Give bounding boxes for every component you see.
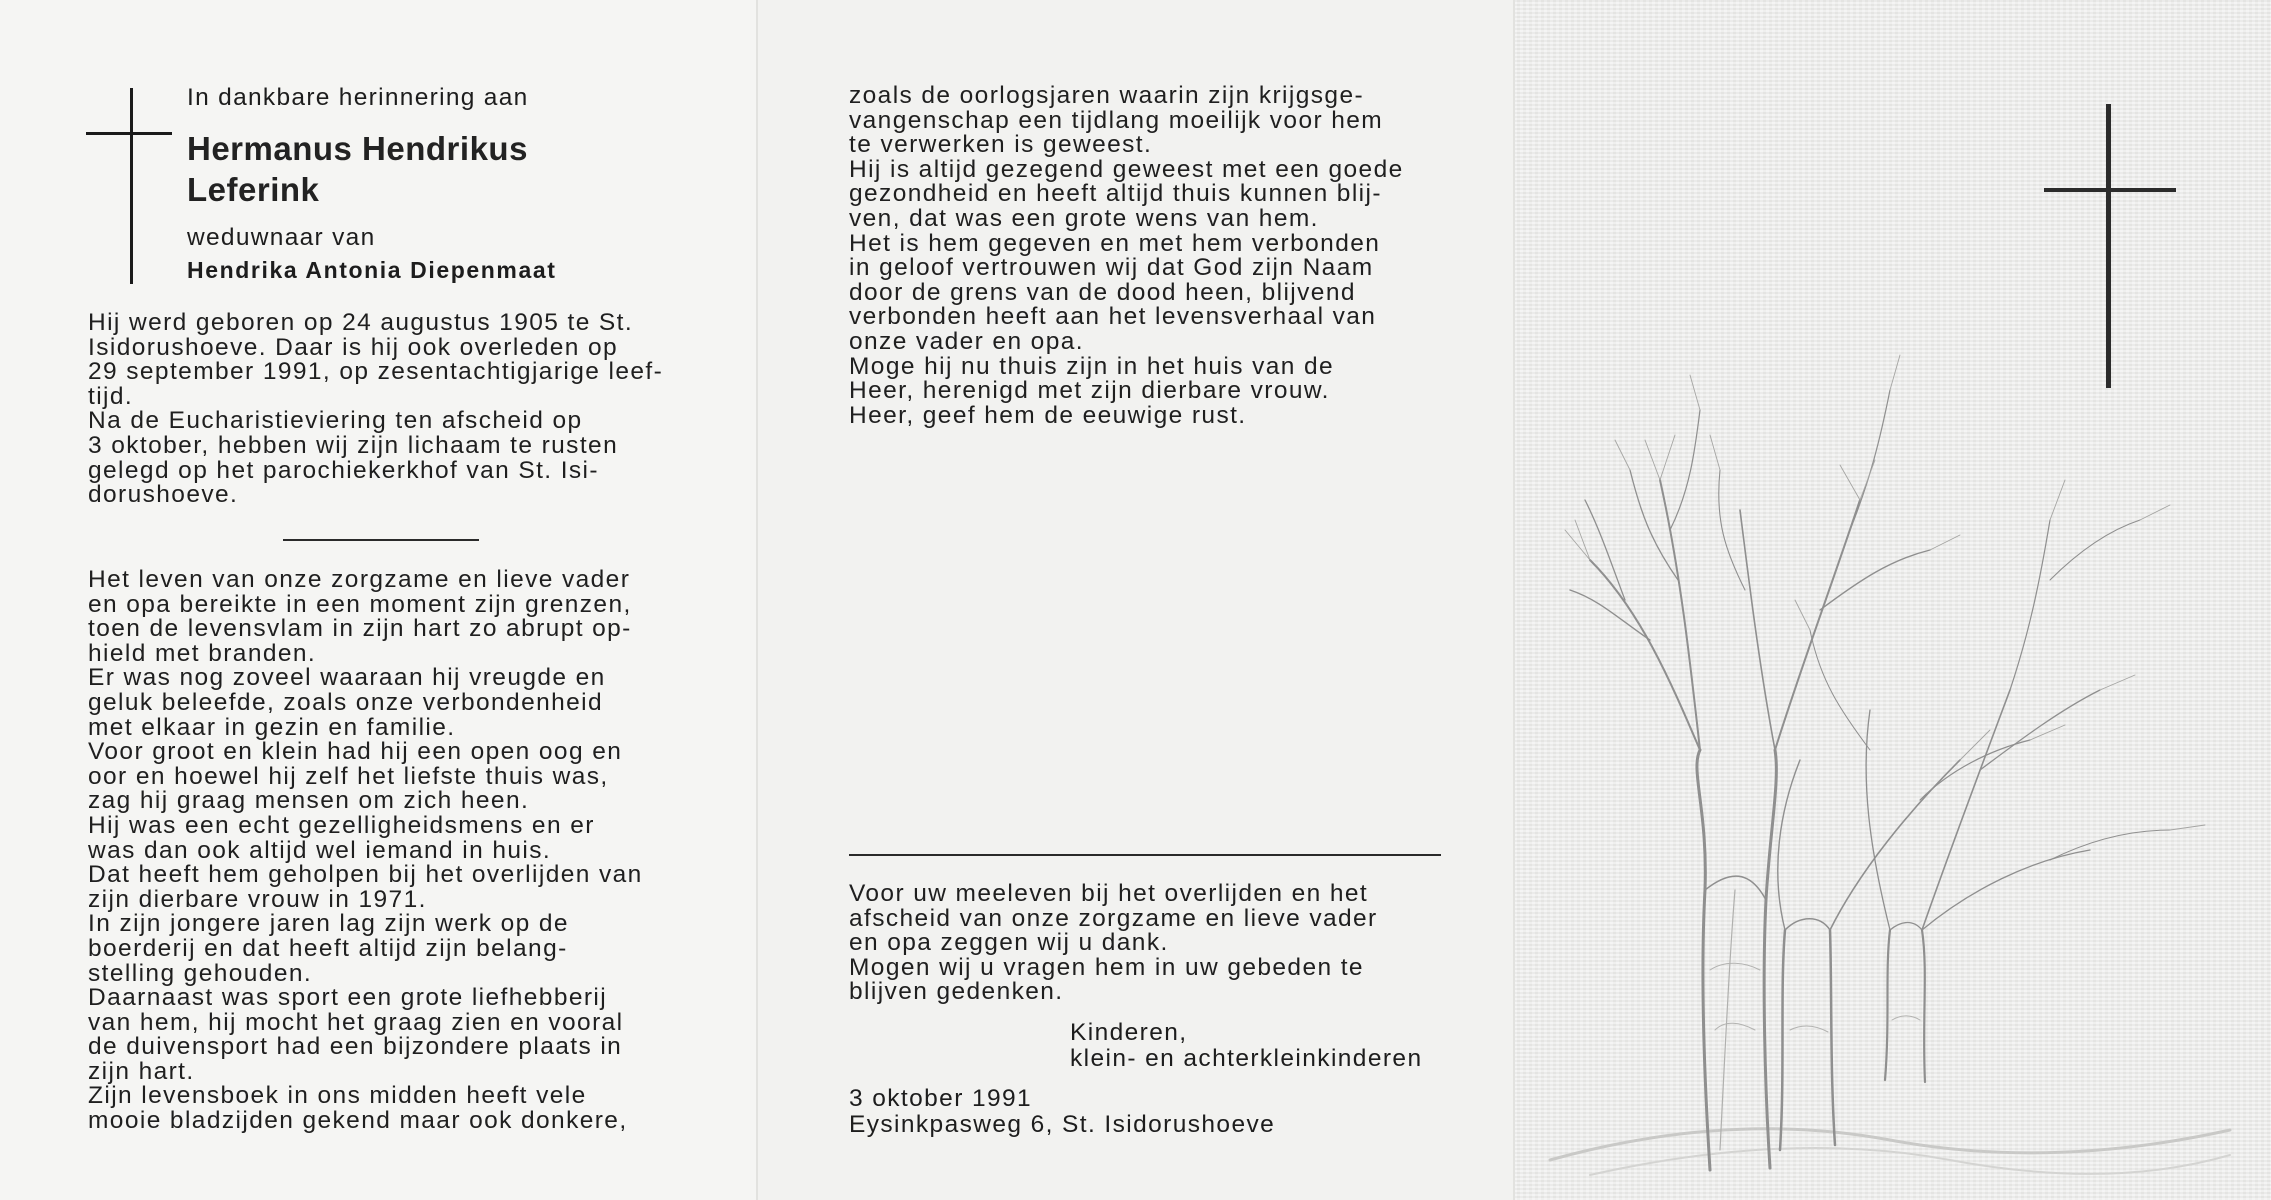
continued-line: zoals de oorlogsjaren waarin zijn krijgsge- [849,82,1365,109]
continued-line: Het is hem gegeven en met hem verbonden [849,229,1381,257]
continued-line: Hij is altijd gezegend geweest met een goede [849,155,1404,183]
divider [849,854,1441,856]
fold-line [1513,0,1515,1200]
life-line: Daarnaast was sport een grote liefhebberij [88,984,608,1012]
life-line: oor en hoewel hij zelf het liefste thuis was, [88,762,609,790]
life-line: en opa bereikte in een moment zijn grenzen, [88,590,632,618]
life-line: de duivensport had een bijzondere plaats in [88,1033,623,1061]
continued-line: in geloof vertrouwen wij dat God zijn Naam [849,254,1374,282]
continued-line: verbonden heeft aan het levensverhaal van [849,303,1377,331]
life-line: Zijn levensboek in ons midden heeft vele [88,1082,587,1110]
widow-label: weduwnaar van [187,224,376,251]
life-line: toen de levensvlam in zijn hart zo abrupt op- [88,615,632,643]
footer-address: Eysinkpasweg 6, St. Isidorushoeve [849,1111,1276,1138]
continued-line: Heer, geef hem de eeuwige rust. [849,401,1247,429]
bio-line: dorushoeve. [88,481,239,509]
footer-date: 3 oktober 1991 [849,1085,1033,1112]
cross-icon [130,88,133,284]
divider [283,539,479,541]
thanks-line: Voor uw meeleven bij het overlijden en het [849,880,1369,907]
life-text [88,568,688,1134]
life-line: zag hij graag mensen om zich heen. [88,787,530,815]
life-line: geluk beleefde, zoals onze verbondenheid [88,688,604,716]
life-line: zijn dierbare vrouw in 1971. [88,885,427,913]
continued-line: ven, dat was een grote wens van hem. [849,204,1319,232]
bio-line: 3 oktober, hebben wij zijn lichaam te rusten [88,431,619,459]
life-line: boerderij en dat heeft altijd zijn belang- [88,934,568,962]
bio-line: gelegd op het parochiekerkhof van St. Isi- [88,456,599,484]
deceased-name [187,128,528,210]
life-line: van hem, hij mocht het graag zien en vooral [88,1008,624,1036]
life-line: Er was nog zoveel waaraan hij vreugde en [88,664,606,692]
bio-paragraph [88,311,688,508]
life-line: stelling gehouden. [88,959,313,987]
signoff-line: klein- en achterkleinkinderen [1070,1045,1423,1072]
signoff [1070,1020,1422,1072]
continued-line: onze vader en opa. [849,327,1084,355]
life-line: zijn hart. [88,1057,195,1085]
thanks-line: en opa zeggen wij u dank. [849,929,1169,957]
name-line: Leferink [187,171,320,208]
life-line: Hij was een echt gezelligheidsmens en er [88,811,595,839]
bio-line: 29 september 1991, op zesentachtigjarige leef- [88,358,664,386]
spouse-name: Hendrika Antonia Diepenmaat [187,257,557,283]
life-line: Voor groot en klein had hij een open oog en [88,738,623,766]
tree-drawing-icon [1530,330,2250,1190]
life-line: met elkaar in gezin en familie. [88,713,456,741]
life-line: hield met branden. [88,639,317,667]
continued-line: te verwerken is geweest. [849,131,1153,159]
bio-line: tijd. [88,382,134,410]
life-line: was dan ook altijd wel iemand in huis. [88,836,552,864]
cross-icon [86,132,172,135]
thanks-text [849,882,1449,1005]
continued-line: Moge hij nu thuis zijn in het huis van de [849,352,1335,380]
name-line: Hermanus Hendrikus [187,130,528,167]
footer [849,1086,1275,1138]
life-line: Dat heeft hem geholpen bij het overlijden van [88,861,643,889]
signoff-line: Kinderen, [1070,1019,1188,1046]
thanks-line: afscheid van onze zorgzame en lieve vader [849,904,1378,932]
bio-line: Na de Eucharistieviering ten afscheid op [88,407,583,435]
life-line: Het leven van onze zorgzame en lieve vader [88,566,631,593]
fold-line [756,0,758,1200]
continued-line: Heer, herenigd met zijn dierbare vrouw. [849,377,1330,405]
thanks-line: Mogen wij u vragen hem in uw gebeden te [849,953,1364,981]
continued-text [849,84,1449,428]
cross-icon [2044,188,2176,192]
continued-line: door de grens van de dood heen, blijvend [849,278,1356,306]
thanks-line: blijven gedenken. [849,978,1064,1006]
continued-line: vangenschap een tijdlang moeilijk voor hem [849,106,1384,134]
intro-text: In dankbare herinnering aan [187,84,529,111]
life-line: mooie bladzijden gekend maar ook donkere, [88,1107,628,1135]
continued-line: gezondheid en heeft altijd thuis kunnen blij- [849,180,1382,208]
bio-line: Isidorushoeve. Daar is hij ook overleden op [88,333,619,361]
life-line: In zijn jongere jaren lag zijn werk op de [88,910,569,938]
bio-line: Hij werd geboren op 24 augustus 1905 te St. [88,309,634,336]
